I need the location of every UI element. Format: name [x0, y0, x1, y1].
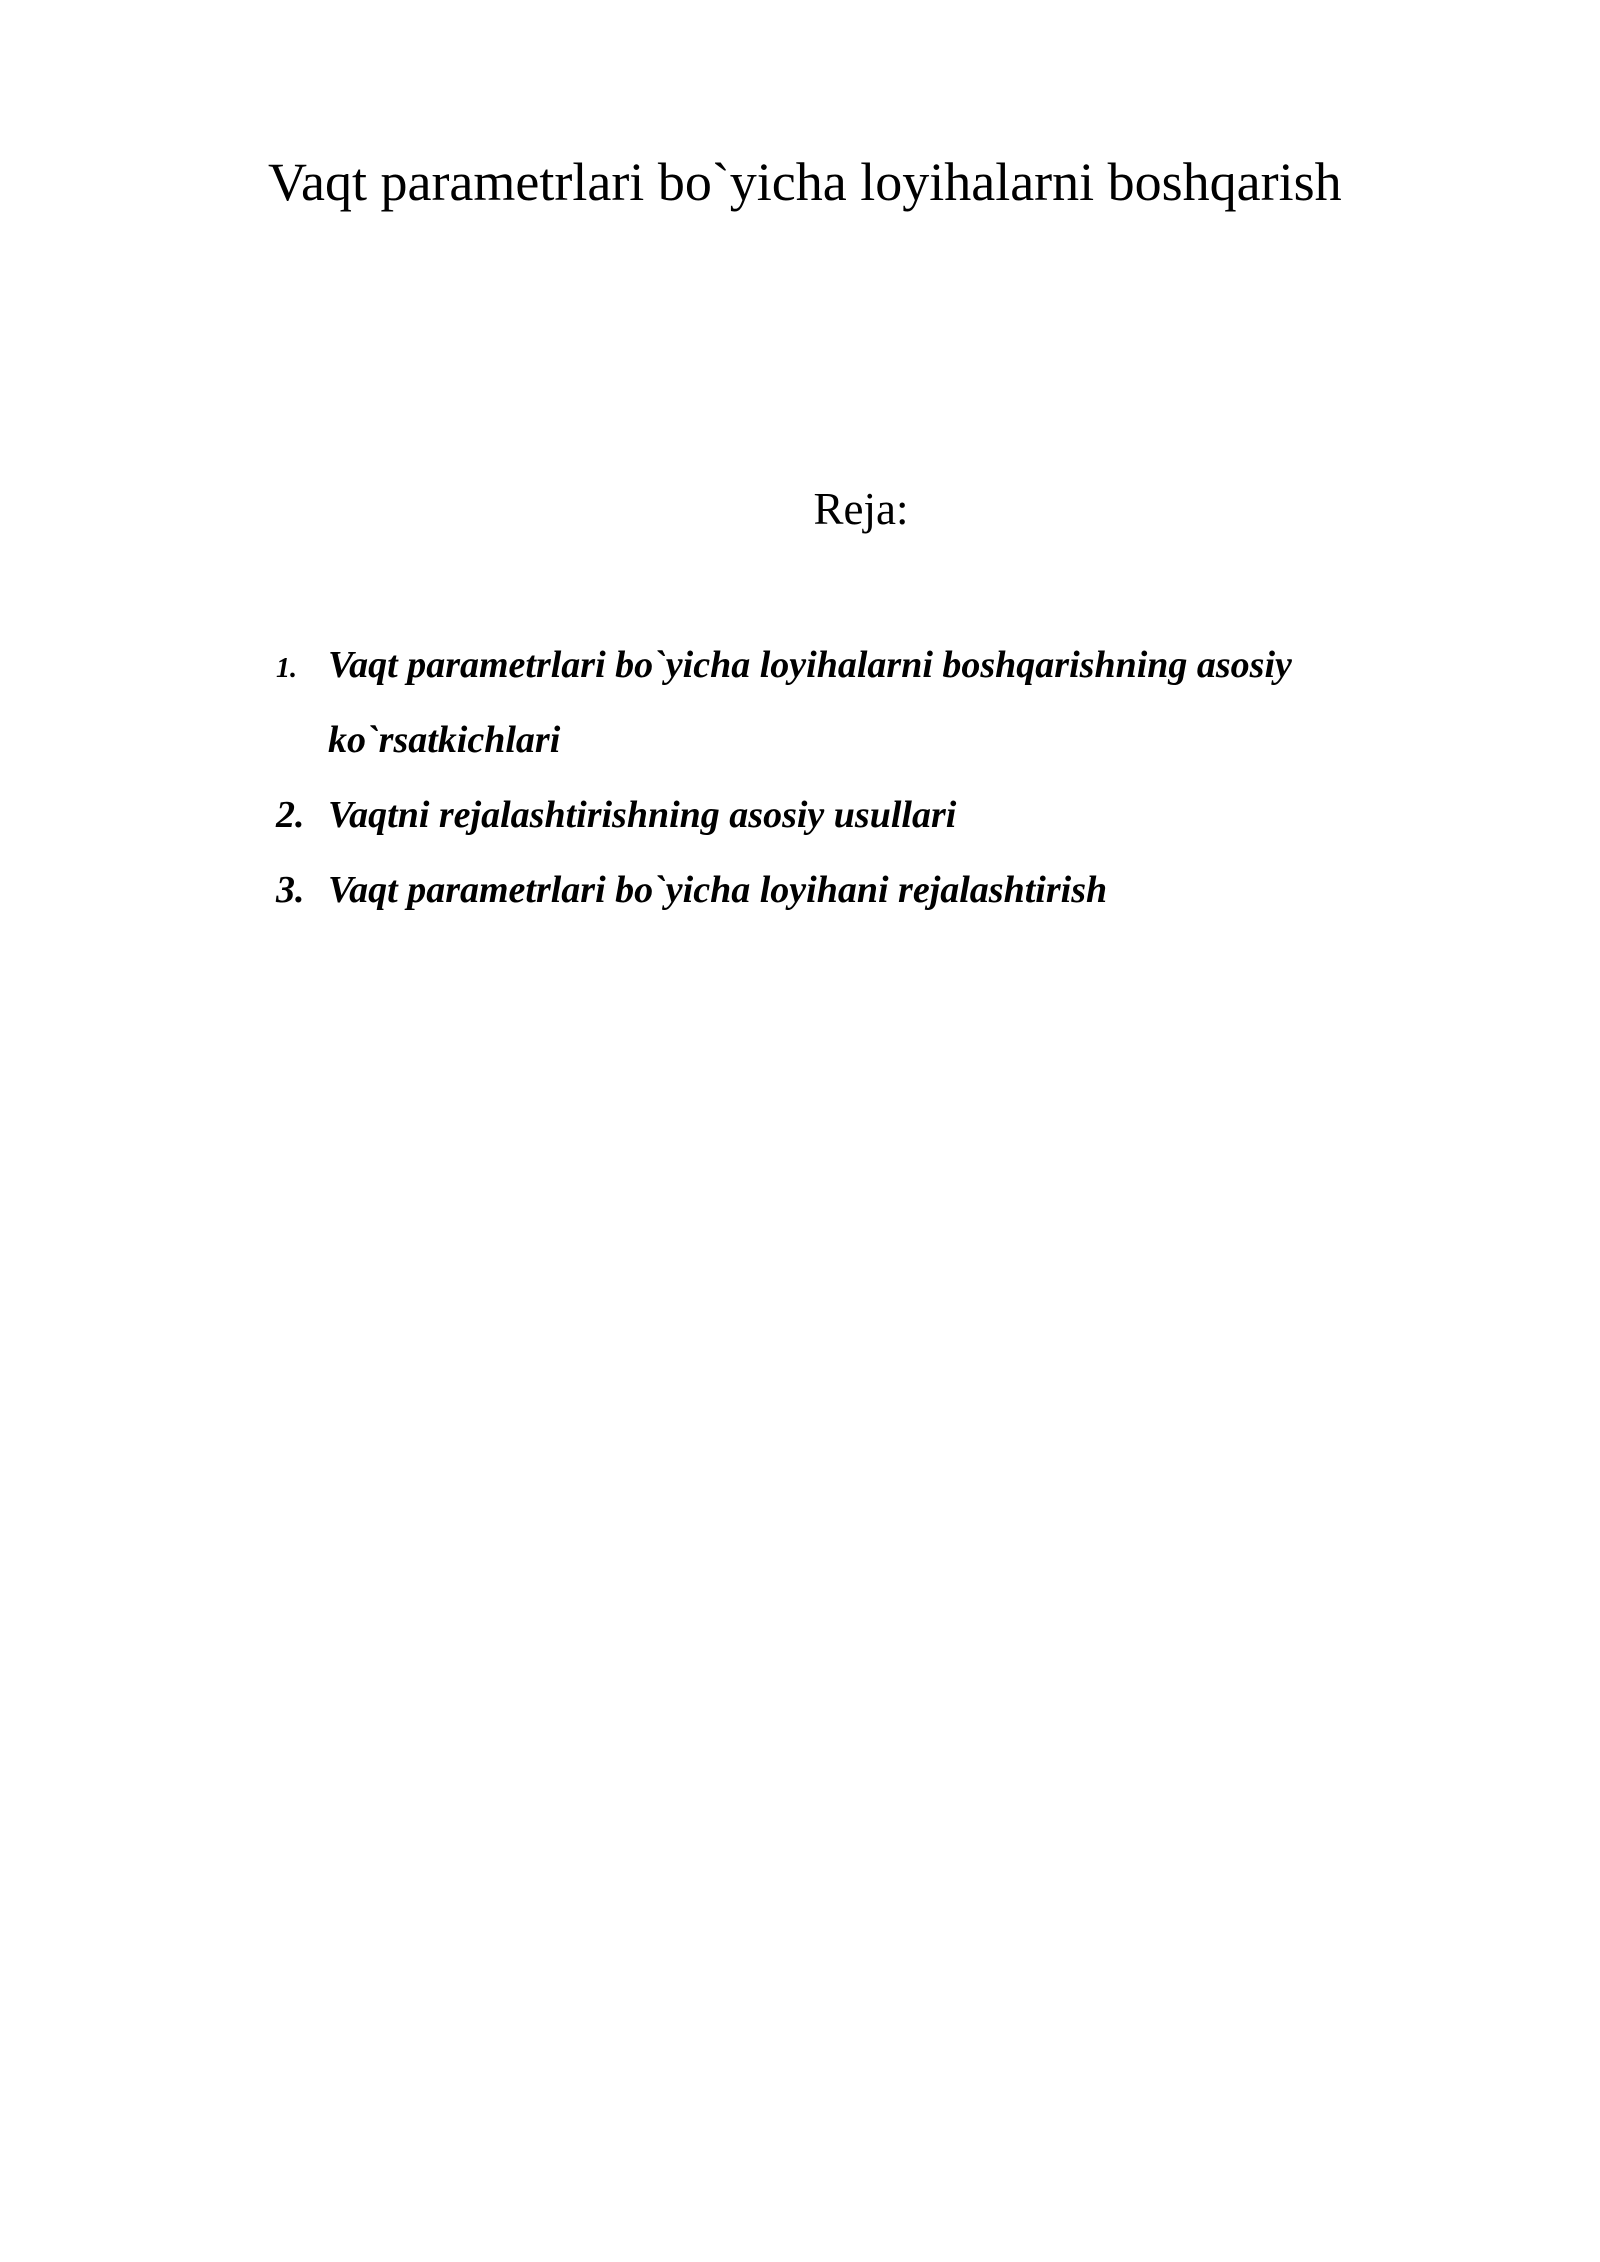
plan-item — [276, 778, 1456, 853]
plan-item-text: Vaqt parametrlari bo`yicha loyihani rejalashtirish — [328, 869, 1108, 911]
plan-heading: Reja: — [813, 484, 909, 534]
plan-item-number: 1. — [276, 653, 297, 684]
plan-item — [276, 853, 1456, 928]
plan-item — [276, 628, 1456, 778]
plan-item-number: 3. — [276, 869, 305, 911]
plan-item-number: 2. — [276, 794, 305, 836]
plan-list — [276, 628, 1456, 928]
plan-item-text: Vaqt parametrlari bo`yicha loyihalarni boshqarishning asosiy ko`rsatkichlari — [328, 644, 1292, 761]
document-title: Vaqt parametrlari bo`yicha loyihalarni boshqarish — [268, 152, 1342, 212]
plan-item-text: Vaqtni rejalashtirishning asosiy usullari — [328, 794, 957, 836]
